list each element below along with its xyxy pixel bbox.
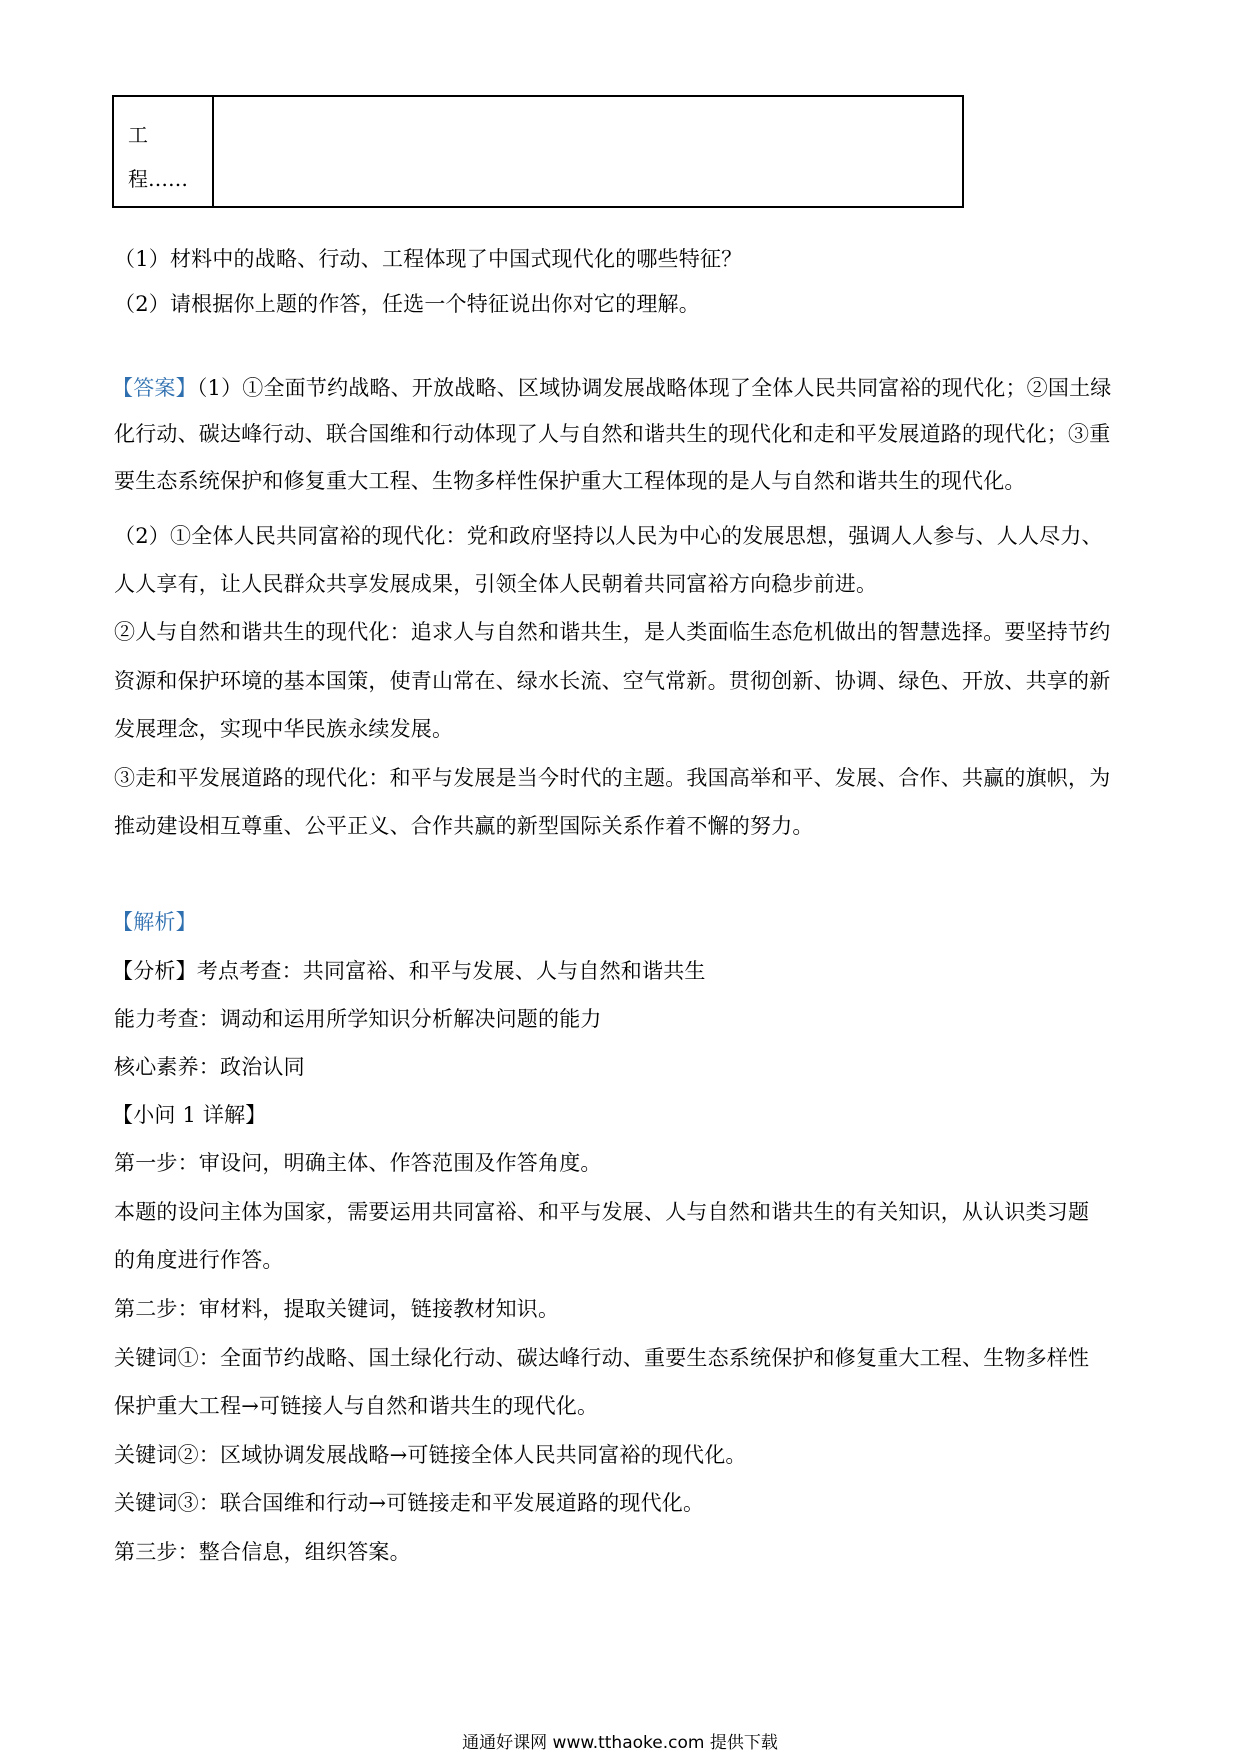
analysis-line: 核心素养：政治认同 <box>114 1055 305 1079</box>
answer-line: ②人与自然和谐共生的现代化：追求人与自然和谐共生，是人类面临生态危机做出的智慧选择。要坚持节约 <box>114 620 1111 644</box>
analysis-tag: 【解析】 <box>112 910 197 934</box>
table-label-cell <box>114 97 214 206</box>
analysis-line: 能力考查：调动和运用所学知识分析解决问题的能力 <box>114 1007 602 1031</box>
analysis-line: 第三步：整合信息，组织答案。 <box>114 1540 411 1564</box>
question-1: （1）材料中的战略、行动、工程体现了中国式现代化的哪些特征？ <box>114 247 743 271</box>
answer-line: 人人享有，让人民群众共享发展成果，引领全体人民朝着共同富裕方向稳步前进。 <box>114 572 878 596</box>
analysis-line: 关键词②：区域协调发展战略→可链接全体人民共同富裕的现代化。 <box>114 1443 747 1467</box>
analysis-line: 第一步：审设问，明确主体、作答范围及作答角度。 <box>114 1151 602 1175</box>
answer-line: ③走和平发展道路的现代化：和平与发展是当今时代的主题。我国高举和平、发展、合作、共赢的旗帜，为 <box>114 766 1111 790</box>
question-2: （2）请根据你上题的作答，任选一个特征说出你对它的理解。 <box>114 292 700 316</box>
page-footer: 通通好课网 www.tthaoke.com 提供下载 <box>462 1733 778 1753</box>
table-content-cell <box>214 97 962 206</box>
table-cell-line: 程…… <box>128 167 188 191</box>
answer-line <box>112 372 1111 402</box>
answer-line: （2）①全体人民共同富裕的现代化：党和政府坚持以人民为中心的发展思想，强调人人参与、人人尽力、 <box>114 524 1103 548</box>
table-cell-line: 工 <box>128 123 148 147</box>
answer-text: （1）①全面节约战略、开放战略、区域协调发展战略体现了全体人民共同富裕的现代化；②国土绿 <box>196 376 1112 400</box>
analysis-line: 【分析】考点考查：共同富裕、和平与发展、人与自然和谐共生 <box>112 959 706 983</box>
answer-line: 化行动、碳达峰行动、联合国维和行动体现了人与自然和谐共生的现代化和走和平发展道路的现代化；③重 <box>114 422 1111 446</box>
analysis-subheading: 【小问 1 详解】 <box>112 1103 267 1127</box>
material-table <box>112 95 964 208</box>
analysis-line: 保护重大工程→可链接人与自然和谐共生的现代化。 <box>114 1394 599 1418</box>
analysis-line: 本题的设问主体为国家，需要运用共同富裕、和平与发展、人与自然和谐共生的有关知识，从认识类习题 <box>114 1200 1090 1224</box>
answer-line: 要生态系统保护和修复重大工程、生物多样性保护重大工程体现的是人与自然和谐共生的现代化。 <box>114 469 1026 493</box>
analysis-line: 第二步：审材料，提取关键词，链接教材知识。 <box>114 1297 560 1321</box>
answer-line: 资源和保护环境的基本国策，使青山常在、绿水长流、空气常新。贯彻创新、协调、绿色、开放、共享的新 <box>114 669 1111 693</box>
answer-tag: 【答案】 <box>112 376 197 400</box>
analysis-line: 的角度进行作答。 <box>114 1248 284 1272</box>
answer-line: 推动建设相互尊重、公平正义、合作共赢的新型国际关系作着不懈的努力。 <box>114 814 814 838</box>
analysis-line: 关键词①：全面节约战略、国土绿化行动、碳达峰行动、重要生态系统保护和修复重大工程、生物多样性 <box>114 1346 1090 1370</box>
answer-line: 发展理念，实现中华民族永续发展。 <box>114 717 454 741</box>
analysis-line: 关键词③：联合国维和行动→可链接走和平发展道路的现代化。 <box>114 1491 705 1515</box>
